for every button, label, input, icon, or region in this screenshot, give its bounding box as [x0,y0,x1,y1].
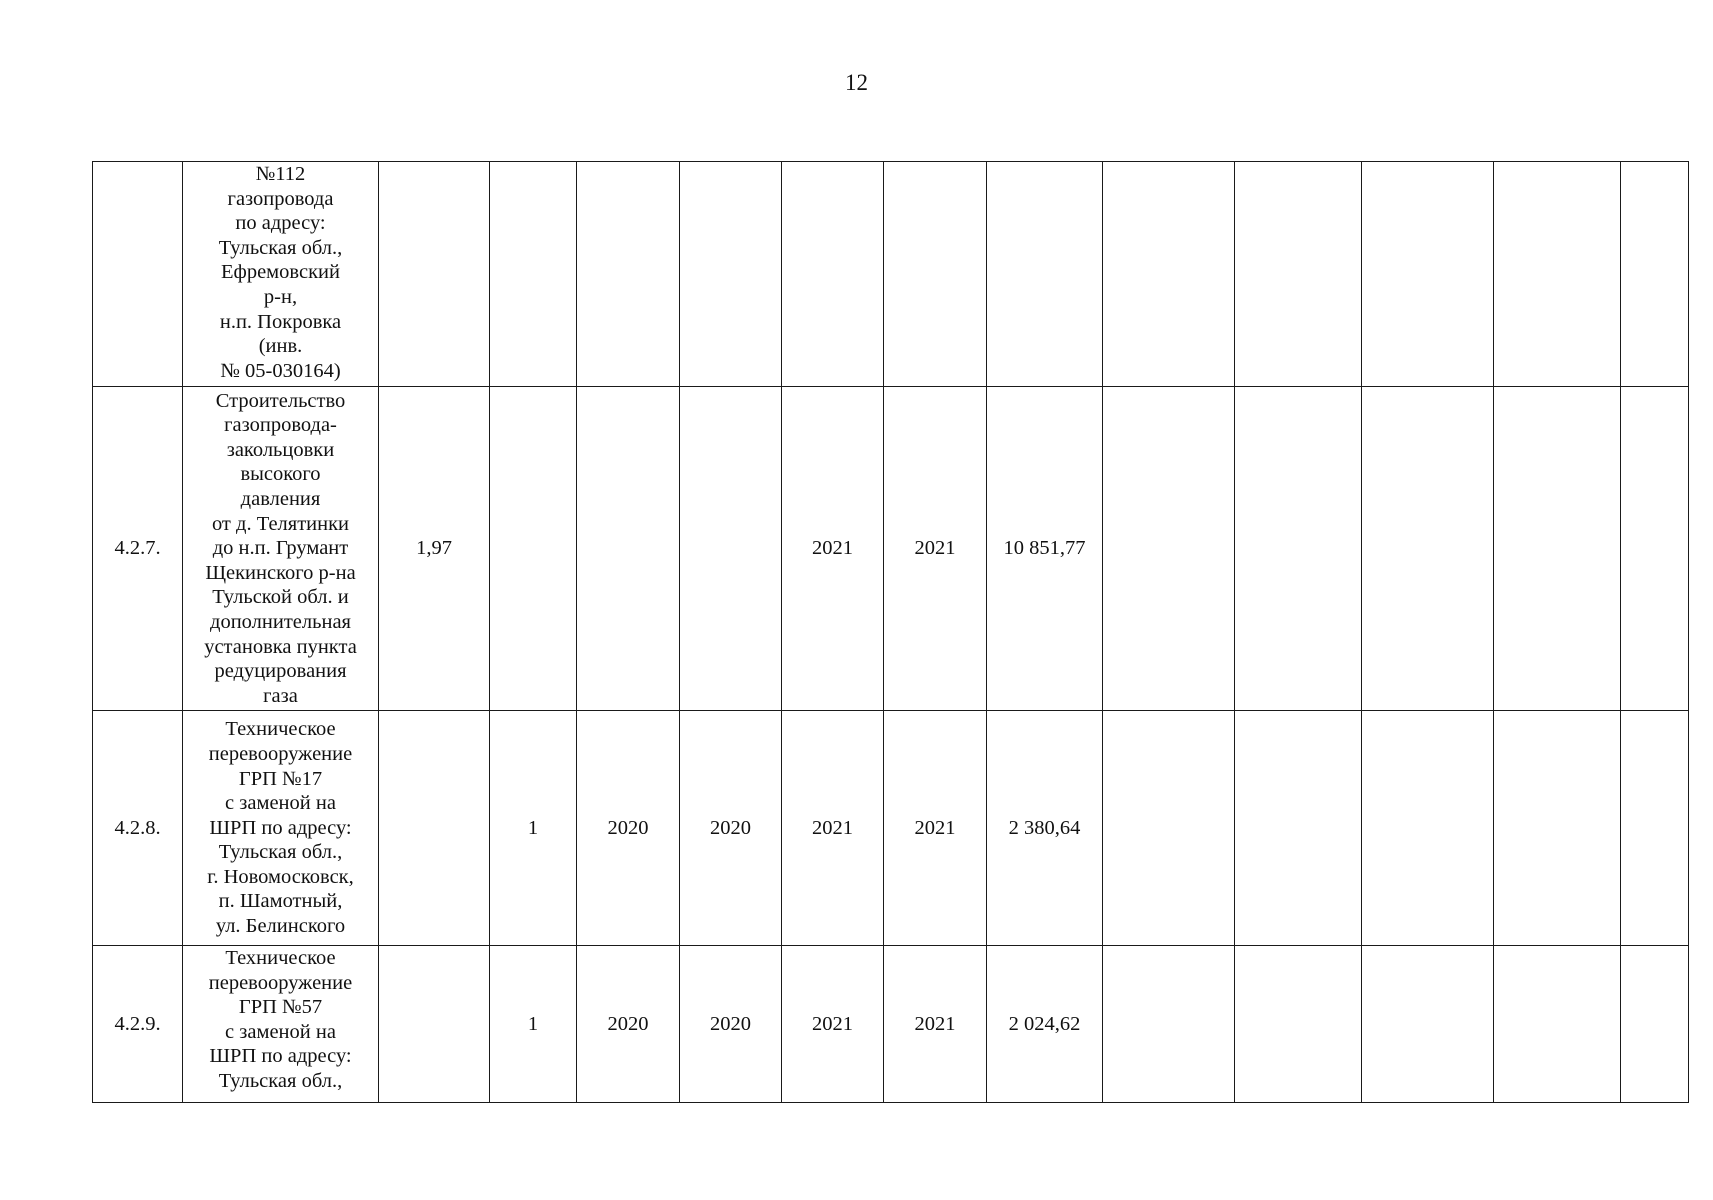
length-km-cell [379,162,490,387]
description-line: перевооружение [208,971,353,994]
construction-end-year-cell: 2021 [884,711,987,946]
description-line: ШРП по адресу: [209,816,352,839]
empty-cell [1362,946,1494,1103]
description-line: ГРП №57 [238,996,323,1019]
description-line: н.п. Покровка [219,310,342,333]
construction-end-year-cell: 2021 [884,946,987,1103]
description-line: ул. Белинского [215,915,346,938]
empty-cell [1494,387,1621,711]
design-start-year-cell: 2020 [577,946,680,1103]
empty-cell [1103,162,1235,387]
description-line: до н.п. Грумант [212,537,349,560]
design-start-year-cell: 2020 [577,711,680,946]
empty-cell [1235,162,1362,387]
quantity-cell: 1 [490,711,577,946]
description-line: с заменой на [225,1020,336,1043]
quantity-cell [490,387,577,711]
empty-cell [1494,711,1621,946]
empty-cell [1621,711,1689,946]
page-number: 12 [845,70,868,95]
empty-cell [1621,387,1689,711]
table-row [93,387,1689,711]
design-end-year-cell: 2020 [680,946,782,1103]
construction-end-year-cell [884,162,987,387]
empty-cell [1235,946,1362,1103]
description-line: перевооружение [208,742,353,765]
description-line: по адресу: [235,212,326,235]
design-end-year-cell [680,162,782,387]
table-row [93,711,1689,946]
empty-cell [1494,162,1621,387]
description-line: Техническое [225,947,336,969]
description-line: газопровода- [224,414,337,437]
description-line: закольцовки [226,438,335,461]
row-number-cell: 4.2.7. [93,387,183,711]
description-line: Щекинского р-на [205,561,356,584]
empty-cell [1362,711,1494,946]
description-line: газа [263,684,298,707]
empty-cell [1103,711,1235,946]
quantity-cell [490,162,577,387]
description-line: с заменой на [225,792,336,815]
empty-cell [1494,946,1621,1103]
description-line: Тульская обл., [218,1069,343,1092]
description-cell [183,387,379,711]
construction-start-year-cell: 2021 [782,711,884,946]
description-line: Тульская обл., [218,236,343,259]
description-line: ШРП по адресу: [209,1045,352,1068]
description-line: № 05-030164) [220,359,341,382]
design-start-year-cell [577,387,680,711]
design-end-year-cell [680,387,782,711]
description-line: Тульская обл., [218,841,343,864]
empty-cell [1362,162,1494,387]
description-line: Техническое [225,718,336,741]
description-line: редуцирования [214,660,347,683]
description-line: г. Новомосковск, [207,865,354,888]
cost-cell: 2 380,64 [987,711,1103,946]
cost-cell: 10 851,77 [987,387,1103,711]
description-line: №112 [255,163,306,185]
description-line: Тульской обл. и [212,586,349,609]
empty-cell [1235,711,1362,946]
empty-cell [1621,946,1689,1103]
table-row [93,946,1689,1103]
cost-cell [987,162,1103,387]
description-line: р-н, [263,285,298,308]
description-cell [183,946,379,1103]
construction-start-year-cell: 2021 [782,387,884,711]
construction-start-year-cell: 2021 [782,946,884,1103]
row-number-cell: 4.2.8. [93,711,183,946]
description-line: (инв. [258,335,303,358]
table-row [93,162,1689,387]
description-line: установка пункта [204,635,357,658]
row-number-cell: 4.2.9. [93,946,183,1103]
construction-start-year-cell [782,162,884,387]
row-number-cell [93,162,183,387]
cost-cell: 2 024,62 [987,946,1103,1103]
design-end-year-cell: 2020 [680,711,782,946]
design-start-year-cell [577,162,680,387]
description-line: ГРП №17 [238,767,323,790]
description-line: Строительство [215,389,346,412]
empty-cell [1235,387,1362,711]
description-line: газопровода [227,187,334,210]
length-km-cell [379,711,490,946]
description-line: от д. Телятинки [211,512,350,535]
quantity-cell: 1 [490,946,577,1103]
description-cell [183,711,379,946]
empty-cell [1103,387,1235,711]
length-km-cell: 1,97 [379,387,490,711]
description-line: Ефремовский [221,261,340,284]
empty-cell [1362,387,1494,711]
description-line: п. Шамотный, [218,890,343,913]
description-line: дополнительная [210,610,351,633]
description-line: давления [240,488,321,511]
description-line: высокого [240,463,321,486]
empty-cell [1621,162,1689,387]
description-cell [183,162,379,387]
investment-table [92,161,1689,1103]
empty-cell [1103,946,1235,1103]
construction-end-year-cell: 2021 [884,387,987,711]
length-km-cell [379,946,490,1103]
